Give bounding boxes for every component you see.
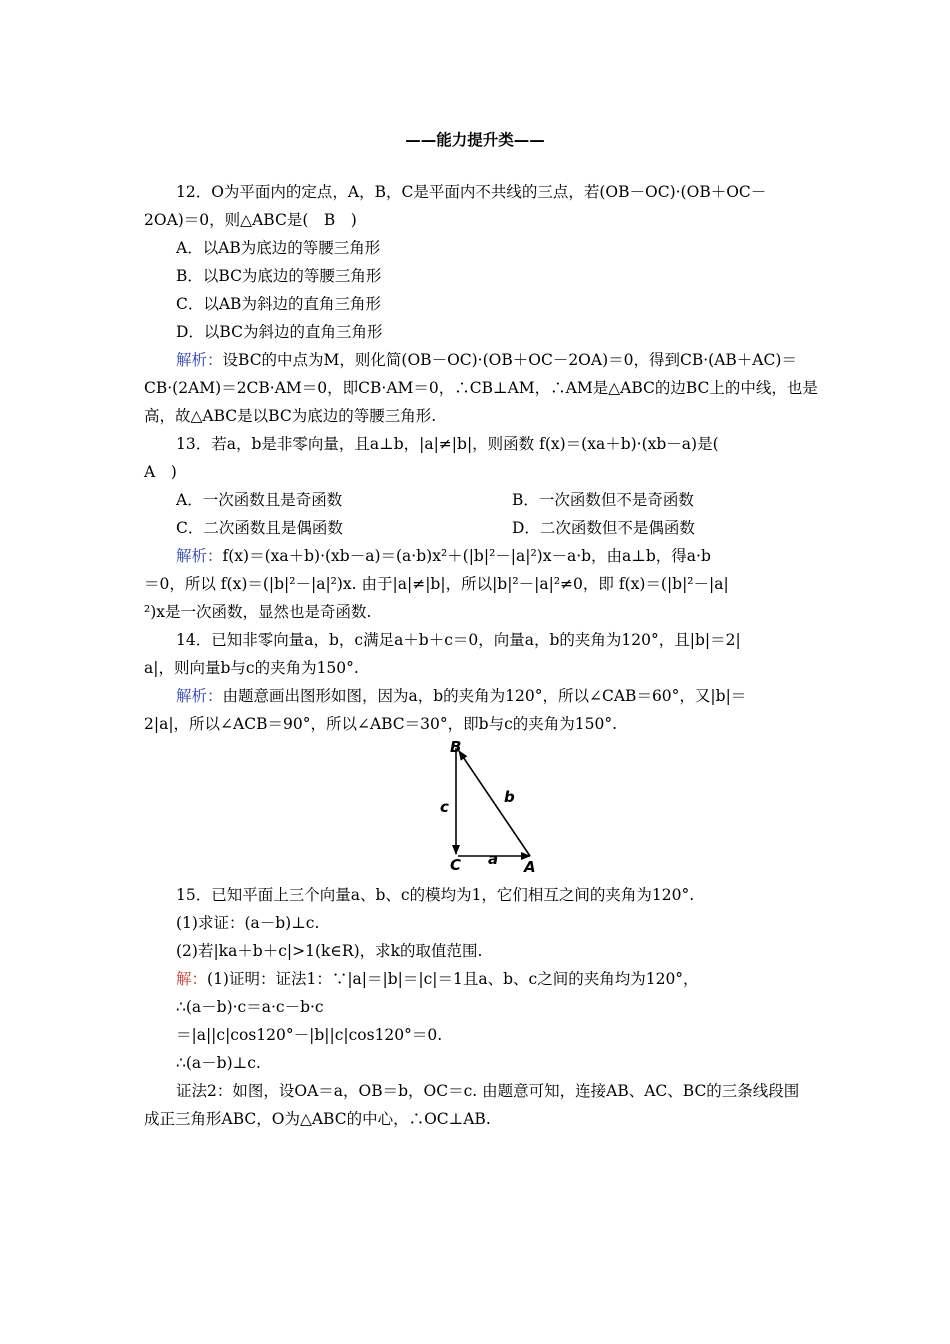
q13-jiexi-label: 解析： <box>176 547 223 565</box>
q15-proof-line4: ∴(a－b)⊥c. <box>176 1054 261 1072</box>
q15-proof-text1: (1)证明：证法1：∵|a|＝|b|＝|c|＝1且a、b、c之间的夹角均为120°， <box>207 970 699 988</box>
q12-solution-line2: CB·(2AM)＝2CB·AM＝0，即CB·AM＝0，∴CB⊥AM，∴AM是△ABC的边BC上的中线，也是 <box>144 379 818 397</box>
q15-part1: (1)求证：(a－b)⊥c. <box>176 914 320 932</box>
q13-option-b: B．一次函数但不是奇函数 <box>512 491 694 509</box>
q13-solution-text1: f(x)＝(xa＋b)·(xb－a)＝(a·b)x²＋(|b|²－|a|²)x－a·b，由a⊥b，得a·b <box>222 547 711 565</box>
figure-label-A: A <box>524 858 536 876</box>
q15-proof-line5: 证法2：如图，设OA＝a，OB＝b，OC＝c. 由题意可知，连接AB、AC、BC的三条线段围 <box>176 1082 800 1100</box>
q12-solution-line3: 高，故△ABC是以BC为底边的等腰三角形. <box>144 407 437 425</box>
q14-stem-line2: a|，则向量b与c的夹角为150°. <box>144 659 359 677</box>
vector-b-arrow <box>459 751 530 856</box>
q13-option-a: A．一次函数且是奇函数 <box>176 491 343 509</box>
vector-triangle-figure <box>440 738 550 876</box>
q15-part2: (2)若|ka＋b＋c|>1(k∈R)，求k的取值范围. <box>176 942 483 960</box>
figure-label-b: b <box>504 788 515 806</box>
q13-solution-line1 <box>176 546 711 566</box>
figure-label-c: c <box>440 798 449 816</box>
q13-solution-line2: ＝0，所以 f(x)＝(|b|²－|a|²)x. 由于|a|≠|b|，所以|b|²－|a|²≠0，即 f(x)＝(|b|²－|a| <box>144 575 729 593</box>
q12-stem-line2: 2OA)＝0，则△ABC是( B ) <box>144 211 357 229</box>
q13-option-d: D．二次函数但不是偶函数 <box>512 519 695 537</box>
q12-option-c: C．以AB为斜边的直角三角形 <box>176 295 381 313</box>
q14-solution-line1 <box>176 686 746 706</box>
q13-stem-line2: A ) <box>144 463 177 481</box>
section-title: ——能力提升类—— <box>405 131 545 149</box>
q15-proof-line1 <box>176 969 699 989</box>
q12-jiexi-label: 解析： <box>176 351 223 369</box>
figure-label-C: C <box>450 856 462 874</box>
figure-label-a: a <box>488 850 499 868</box>
q13-solution-line3: ²)x是一次函数，显然也是奇函数. <box>144 603 372 621</box>
q15-proof-line2: ∴(a－b)·c＝a·c－b·c <box>176 998 324 1016</box>
q14-solution-text1: 由题意画出图形如图，因为a，b的夹角为120°，所以∠CAB＝60°，又|b|＝ <box>222 687 747 705</box>
q12-option-d: D．以BC为斜边的直角三角形 <box>176 323 383 341</box>
q12-option-b: B．以BC为底边的等腰三角形 <box>176 267 382 285</box>
q12-solution-line1 <box>176 350 797 370</box>
q14-stem-line1: 14．已知非零向量a，b，c满足a＋b＋c＝0，向量a，b的夹角为120°，且|b|＝2| <box>176 631 741 649</box>
q15-proof-line3: ＝|a||c|cos120°－|b||c|cos120°＝0. <box>176 1026 443 1044</box>
q15-proof-line6: 成正三角形ABC，O为△ABC的中心，∴OC⊥AB. <box>144 1110 491 1128</box>
q13-option-c: C．二次函数且是偶函数 <box>176 519 343 537</box>
q12-solution-text1: 设BC的中点为M，则化简(OB－OC)·(OB＋OC－2OA)＝0，得到CB·(AB＋AC)＝ <box>222 351 797 369</box>
q14-solution-line2: 2|a|，所以∠ACB＝90°，所以∠ABC＝30°，即b与c的夹角为150°. <box>144 715 618 733</box>
q14-jiexi-label: 解析： <box>176 687 223 705</box>
q13-stem-line1: 13．若a，b是非零向量，且a⊥b，|a|≠|b|，则函数 f(x)＝(xa＋b)·(xb－a)是( <box>176 435 719 453</box>
q15-jie-label: 解： <box>176 970 208 988</box>
q12-option-a: A．以AB为底边的等腰三角形 <box>176 239 381 257</box>
q12-stem-line1: 12．O为平面内的定点，A，B，C是平面内不共线的三点，若(OB－OC)·(OB＋OC－ <box>176 183 767 201</box>
q15-stem-line1: 15．已知平面上三个向量a、b、c的模均为1，它们相互之间的夹角为120°. <box>176 886 695 904</box>
figure-label-B: B <box>450 738 462 756</box>
